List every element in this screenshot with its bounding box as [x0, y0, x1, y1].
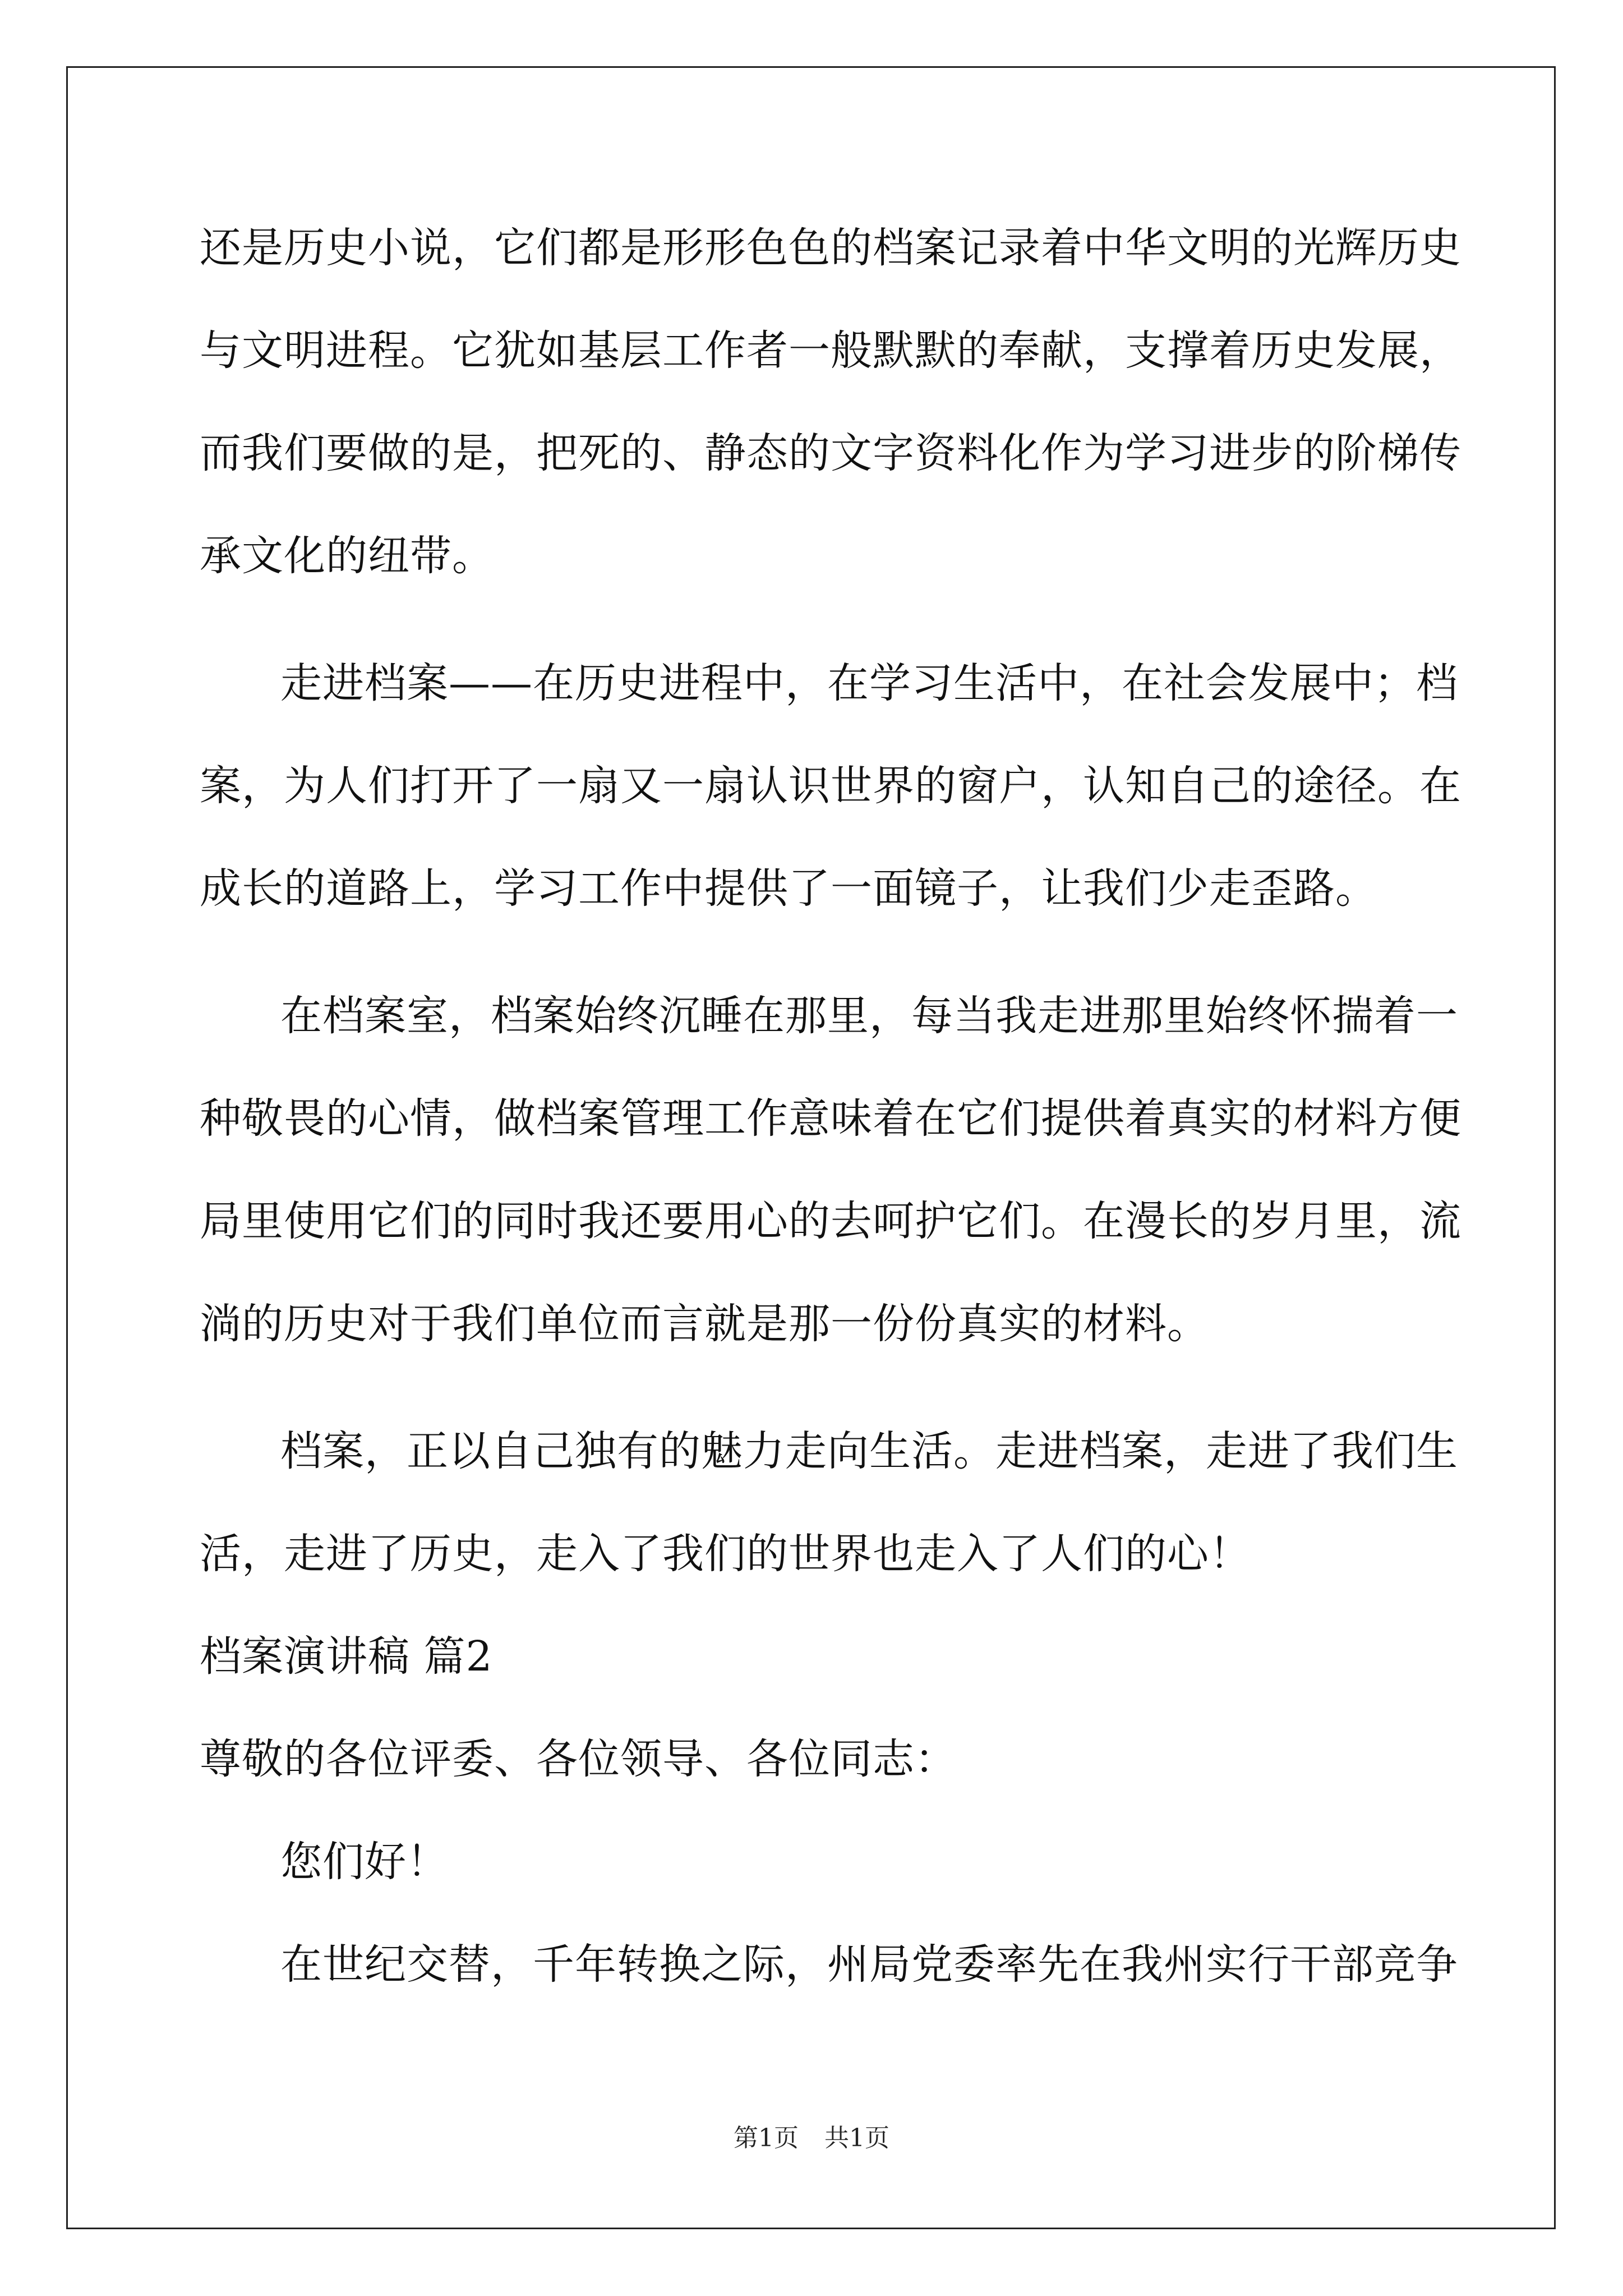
paragraph-line: 还是历史小说，它们都是形形色色的档案记录着中华文明的光辉历史: [200, 224, 1461, 272]
paragraph-line: 而我们要做的是，把死的、静态的文字资料化作为学习进步的阶梯传: [200, 429, 1461, 477]
section-heading: 档案演讲稿 篇2: [200, 1632, 493, 1681]
paragraph-line: 活，走进了历史，走入了我们的世界也走入了人们的心！: [200, 1530, 1251, 1578]
paragraph-line: 成长的道路上，学习工作中提供了一面镜子，让我们少走歪路。: [200, 864, 1377, 913]
paragraph-line: 与文明进程。它犹如基层工作者一般默默的奉献，支撑着历史发展，: [200, 326, 1461, 375]
paragraph-line: 案，为人们打开了一扇又一扇认识世界的窗户，认知自己的途径。在: [200, 762, 1461, 810]
paragraph-line: 淌的历史对于我们单位而言就是那一份份真实的材料。: [200, 1300, 1209, 1348]
greeting: 您们好！: [280, 1838, 449, 1886]
paragraph-line: 走进档案——在历史进程中，在学习生活中，在社会发展中；档: [280, 659, 1458, 707]
salutation: 尊敬的各位评委、各位领导、各位同志：: [200, 1735, 957, 1783]
paragraph-line: 在世纪交替，千年转换之际，州局党委率先在我州实行干部竞争: [280, 1940, 1458, 1989]
paragraph-line: 局里使用它们的同时我还要用心的去呵护它们。在漫长的岁月里，流: [200, 1197, 1461, 1245]
paragraph-line: 承文化的纽带。: [200, 532, 494, 580]
paragraph-line: 种敬畏的心情，做档案管理工作意味着在它们提供着真实的材料方便: [200, 1094, 1461, 1143]
page-footer: [0, 2122, 1623, 2155]
page-number: 第1页: [734, 2124, 799, 2152]
page-frame: [66, 66, 1556, 2229]
page-total: 共1页: [824, 2124, 889, 2152]
paragraph-line: 档案，正以自己独有的魅力走向生活。走进档案，走进了我们生: [280, 1427, 1458, 1475]
paragraph-line: 在档案室，档案始终沉睡在那里，每当我走进那里始终怀揣着一: [280, 992, 1458, 1040]
